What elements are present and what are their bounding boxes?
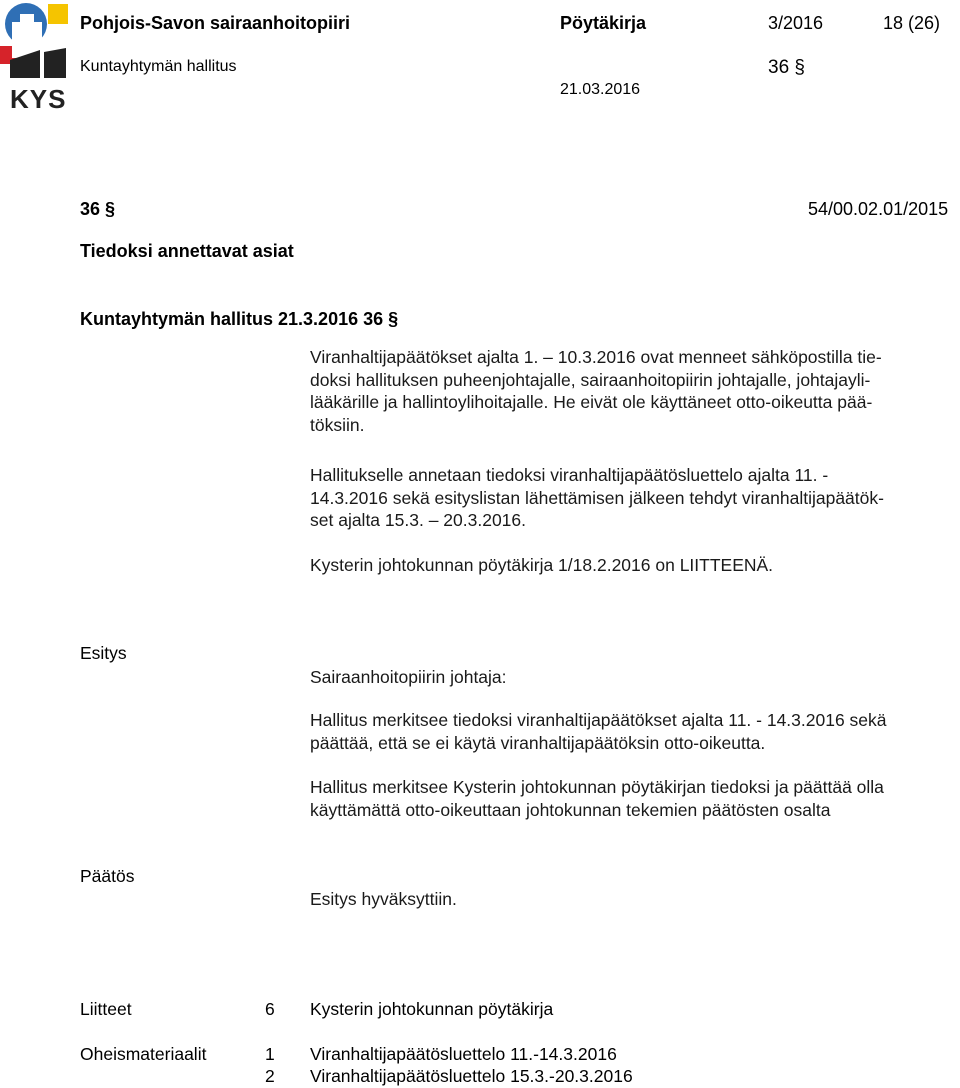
- meeting-date: 21.03.2016: [560, 81, 641, 98]
- presenter: [310, 666, 950, 689]
- paatos-text-block: [310, 888, 950, 911]
- item-reference: 54/00.02.01/2015: [808, 199, 949, 219]
- text-line: Hallitukselle annetaan tiedoksi viranhaltijapäätösluettelo ajalta 11. -: [310, 465, 829, 485]
- text-line: lääkärille ja hallintoylihoitajalle. He eivät ole käyttäneet otto-oikeutta pää-: [310, 392, 873, 412]
- logo-text: KYS: [10, 84, 67, 114]
- document-type: Pöytäkirja: [560, 13, 647, 33]
- oheis-item[interactable]: Viranhaltijapäätösluettelo 15.3.-20.3.2016: [310, 1066, 633, 1086]
- liitteet-label: Liitteet: [80, 999, 132, 1019]
- liite-number: 6: [265, 999, 275, 1019]
- organization-name: Pohjois-Savon sairaanhoitopiiri: [80, 13, 351, 33]
- text-line: Viranhaltijapäätökset ajalta 1. – 10.3.2016 ovat menneet sähköpostilla tie-: [310, 347, 882, 367]
- oheismateriaalit-label: Oheismateriaalit: [80, 1044, 207, 1064]
- meeting-line: Kuntayhtymän hallitus 21.3.2016 36 §: [80, 309, 399, 329]
- document-number: 3/2016: [768, 13, 824, 33]
- body-paragraph-2: [310, 464, 950, 532]
- oheis-number: 1: [265, 1044, 275, 1064]
- oheis-item[interactable]: Viranhaltijapäätösluettelo 11.-14.3.2016: [310, 1044, 617, 1064]
- liite-item[interactable]: Kysterin johtokunnan pöytäkirja: [310, 999, 554, 1019]
- page-number: 18 (26): [883, 13, 941, 33]
- body-paragraph-1: [310, 346, 950, 436]
- governing-body: Kuntayhtymän hallitus: [80, 58, 237, 75]
- esitys-paragraph-1: [310, 709, 950, 754]
- presenter-text: Sairaanhoitopiirin johtaja:: [310, 667, 507, 687]
- oheis-number: 2: [265, 1066, 275, 1086]
- esitys-paragraph-2: [310, 776, 950, 821]
- item-section: 36 §: [80, 199, 116, 219]
- text-line: töksiin.: [310, 414, 365, 435]
- esitys-label: Esitys: [80, 643, 127, 663]
- text-line: käyttämättä otto-oikeuttaan johtokunnan tekemien päätösten osalta: [310, 799, 831, 820]
- header-section: 36 §: [768, 57, 805, 78]
- text-line: doksi hallituksen puheenjohtajalle, sairaanhoitopiirin johtajalle, johtajayli-: [310, 369, 871, 390]
- paatos-label: Päätös: [80, 866, 135, 886]
- text-line: Hallitus merkitsee tiedoksi viranhaltijapäätökset ajalta 11. - 14.3.2016 sekä: [310, 710, 887, 730]
- body-paragraph-3: [310, 554, 950, 577]
- paatos-text: Esitys hyväksyttiin.: [310, 889, 457, 909]
- text-line: päättää, että se ei käytä viranhaltijapäätöksin otto-oikeutta.: [310, 732, 766, 753]
- item-title: Tiedoksi annettavat asiat: [80, 241, 294, 261]
- text-line: 14.3.2016 sekä esityslistan lähettämisen jälkeen tehdyt viranhaltijapäätök-: [310, 487, 884, 508]
- text-line: set ajalta 15.3. – 20.3.2016.: [310, 510, 526, 530]
- text-line: Hallitus merkitsee Kysterin johtokunnan pöytäkirjan tiedoksi ja päättää olla: [310, 777, 884, 797]
- text-line: Kysterin johtokunnan pöytäkirja 1/18.2.2016 on LIITTEENÄ.: [310, 555, 774, 575]
